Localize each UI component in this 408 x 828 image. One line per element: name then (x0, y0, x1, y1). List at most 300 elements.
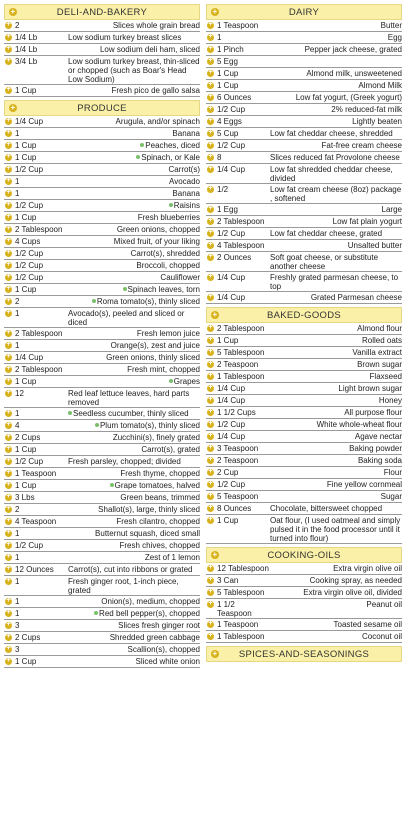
list-item[interactable] (4, 444, 200, 456)
add-item-icon[interactable] (5, 274, 12, 281)
add-item-icon[interactable] (207, 601, 214, 608)
list-item[interactable] (206, 292, 402, 304)
item-quantity-cell (4, 285, 68, 295)
item-name: 2% reduced-fat milk (331, 104, 402, 114)
add-item-icon[interactable] (5, 506, 12, 513)
item-name: Coconut oil (361, 631, 402, 641)
item-quantity: 1 (15, 188, 20, 198)
add-item-icon[interactable] (207, 242, 214, 249)
item-name-cell (68, 329, 200, 339)
list-item[interactable] (206, 359, 402, 371)
item-name: Peanut oil (366, 599, 402, 609)
list-item[interactable] (206, 431, 402, 443)
list-item[interactable] (206, 104, 402, 116)
add-item-icon[interactable] (207, 206, 214, 213)
section-deli (4, 4, 200, 97)
add-item-icon[interactable] (207, 274, 214, 281)
item-name-cell (68, 353, 200, 363)
list-item[interactable] (4, 212, 200, 224)
add-item-icon[interactable] (207, 118, 214, 125)
list-item[interactable] (4, 56, 200, 85)
add-item-icon[interactable] (207, 385, 214, 392)
add-item-icon[interactable] (207, 409, 214, 416)
item-quantity-cell (4, 657, 68, 667)
item-name-cell (270, 229, 402, 239)
add-item-icon[interactable] (5, 130, 12, 137)
add-item-icon[interactable] (5, 22, 12, 29)
item-name-cell (270, 117, 402, 127)
add-item-icon[interactable] (5, 34, 12, 41)
add-item-icon[interactable] (5, 434, 12, 441)
list-item[interactable] (206, 116, 402, 128)
item-name-cell (68, 481, 200, 491)
section-header-spices[interactable] (206, 646, 402, 662)
item-quantity-cell (206, 21, 270, 31)
item-name: Almond milk, unsweetened (306, 68, 402, 78)
add-item-icon[interactable] (5, 634, 12, 641)
item-name-cell (68, 577, 200, 595)
add-item-icon[interactable] (207, 445, 214, 452)
list-item[interactable] (4, 620, 200, 632)
item-quantity-cell (4, 541, 68, 551)
section-header-dairy[interactable] (206, 4, 402, 20)
add-item-icon[interactable] (207, 373, 214, 380)
item-name-cell (270, 45, 402, 55)
expand-icon[interactable]: + (212, 550, 218, 559)
add-item-icon[interactable] (5, 610, 12, 617)
list-item[interactable] (4, 296, 200, 308)
item-quantity-cell (206, 293, 270, 303)
add-item-icon[interactable] (5, 354, 12, 361)
section-header-baked-goods[interactable] (206, 307, 402, 323)
add-item-icon[interactable] (5, 330, 12, 337)
item-name: Large (381, 204, 402, 214)
list-item[interactable] (4, 480, 200, 492)
item-quantity: 1 Cup (15, 376, 37, 386)
add-item-icon[interactable] (5, 118, 12, 125)
add-item-icon[interactable] (5, 202, 12, 209)
add-item-icon[interactable] (5, 458, 12, 465)
list-item[interactable] (4, 20, 200, 32)
item-name-cell (270, 456, 402, 466)
add-item-icon[interactable] (207, 46, 214, 53)
list-item[interactable] (4, 528, 200, 540)
add-item-icon[interactable] (207, 433, 214, 440)
item-quantity-cell (4, 445, 68, 455)
item-name: Fine yellow cornmeal (326, 479, 402, 489)
item-name: Low sodium deli ham, sliced (99, 44, 200, 54)
list-item[interactable] (4, 456, 200, 468)
list-item[interactable] (4, 376, 200, 388)
list-item[interactable] (4, 152, 200, 164)
add-item-icon[interactable] (5, 178, 12, 185)
item-name: Vanilla extract (352, 347, 402, 357)
add-item-icon[interactable] (207, 106, 214, 113)
add-item-icon[interactable] (207, 58, 214, 65)
add-item-icon[interactable] (5, 226, 12, 233)
list-item[interactable] (206, 56, 402, 68)
add-item-icon[interactable] (5, 554, 12, 561)
item-name-cell (270, 632, 402, 642)
add-item-icon[interactable] (5, 238, 12, 245)
expand-icon[interactable]: + (212, 310, 218, 319)
item-quantity-cell (206, 153, 270, 163)
add-item-icon[interactable] (207, 469, 214, 476)
produce-leaf-icon (136, 155, 140, 159)
list-item[interactable] (4, 388, 200, 408)
section-title: DELI-AND-BAKERY (56, 7, 148, 18)
item-quantity: 1/4 Cup (217, 395, 246, 405)
item-quantity-cell (4, 577, 68, 595)
add-item-icon[interactable] (5, 342, 12, 349)
list-item[interactable] (4, 656, 200, 668)
add-item-icon[interactable] (5, 494, 12, 501)
list-item[interactable] (206, 80, 402, 92)
add-item-icon[interactable] (5, 366, 12, 373)
item-name-cell (270, 564, 402, 574)
list-item[interactable] (206, 184, 402, 204)
item-quantity: 8 (217, 152, 222, 162)
add-item-icon[interactable] (207, 361, 214, 368)
add-item-icon[interactable] (207, 82, 214, 89)
item-name-cell (68, 341, 200, 351)
list-item[interactable] (206, 491, 402, 503)
add-item-icon[interactable] (207, 397, 214, 404)
add-item-icon[interactable] (5, 566, 12, 573)
item-quantity-cell (4, 469, 68, 479)
add-item-icon[interactable] (207, 186, 214, 193)
add-item-icon[interactable] (207, 457, 214, 464)
list-item[interactable] (4, 340, 200, 352)
add-item-icon[interactable] (207, 294, 214, 301)
section-header-cooking-oils[interactable] (206, 547, 402, 563)
item-name: Onion(s), medium, chopped (101, 596, 200, 606)
item-quantity: 1/2 Cup (217, 140, 246, 150)
item-name: Fresh chives, chopped (119, 540, 200, 550)
item-name-cell (68, 129, 200, 139)
add-item-icon[interactable] (5, 446, 12, 453)
item-name-cell (68, 141, 200, 151)
add-item-icon[interactable] (5, 542, 12, 549)
item-quantity: 4 Cups (15, 236, 41, 246)
list-item[interactable] (4, 328, 200, 340)
add-item-icon[interactable] (5, 390, 12, 397)
add-item-icon[interactable] (5, 410, 12, 417)
list-item[interactable] (4, 408, 200, 420)
item-quantity-cell (4, 153, 68, 163)
list-item[interactable] (4, 516, 200, 528)
item-quantity-cell (4, 57, 68, 84)
list-item[interactable] (4, 492, 200, 504)
list-item[interactable] (4, 128, 200, 140)
list-item[interactable] (4, 284, 200, 296)
list-item[interactable] (4, 164, 200, 176)
item-quantity-cell (4, 329, 68, 339)
item-quantity: 1 (15, 128, 20, 138)
item-name: Roma tomato(s), thinly sliced (96, 296, 200, 306)
add-item-icon[interactable] (5, 422, 12, 429)
list-item[interactable] (206, 335, 402, 347)
item-quantity: 12 Ounces (15, 564, 54, 574)
list-item[interactable] (4, 420, 200, 432)
list-item[interactable] (206, 599, 402, 619)
item-name-cell (68, 633, 200, 643)
item-quantity: 1 Pinch (217, 44, 244, 54)
list-item[interactable] (4, 224, 200, 236)
list-item[interactable] (206, 407, 402, 419)
item-name-cell (68, 261, 200, 271)
list-item[interactable] (206, 32, 402, 44)
add-item-icon[interactable] (207, 70, 214, 77)
add-item-icon[interactable] (207, 34, 214, 41)
add-item-icon[interactable] (5, 518, 12, 525)
list-item[interactable] (206, 240, 402, 252)
list-item[interactable] (206, 68, 402, 80)
add-item-icon[interactable] (207, 421, 214, 428)
add-item-icon[interactable] (207, 493, 214, 500)
item-name-cell (68, 389, 200, 407)
item-name: Fresh parsley, chopped; divided (68, 456, 181, 466)
item-quantity: 1 Teaspoon (217, 20, 259, 30)
list-item[interactable] (4, 596, 200, 608)
list-item[interactable] (4, 272, 200, 284)
list-item[interactable] (4, 432, 200, 444)
item-name-cell (270, 185, 402, 203)
list-item[interactable] (4, 260, 200, 272)
list-item[interactable] (206, 128, 402, 140)
add-item-icon[interactable] (5, 286, 12, 293)
add-item-icon[interactable] (5, 298, 12, 305)
list-item[interactable] (4, 85, 200, 97)
add-item-icon[interactable] (207, 337, 214, 344)
item-name-cell (270, 105, 402, 115)
expand-icon[interactable]: + (10, 7, 16, 16)
list-item[interactable] (4, 564, 200, 576)
item-quantity: 2 (15, 504, 20, 514)
item-quantity: 1 (15, 552, 20, 562)
list-item[interactable] (206, 479, 402, 491)
item-name-cell (270, 588, 402, 598)
list-item[interactable] (206, 443, 402, 455)
list-item[interactable] (206, 252, 402, 272)
item-quantity: 1 Tablespoon (217, 631, 265, 641)
item-name: Grapes (173, 376, 200, 386)
add-item-icon[interactable] (207, 154, 214, 161)
item-quantity: 2 Tablespoon (15, 224, 63, 234)
item-name-cell (68, 177, 200, 187)
list-item[interactable] (4, 540, 200, 552)
add-item-icon[interactable] (207, 254, 214, 261)
item-quantity: 1/2 Cup (217, 228, 246, 238)
list-item[interactable] (4, 200, 200, 212)
add-item-icon[interactable] (5, 250, 12, 257)
list-item[interactable] (206, 631, 402, 643)
item-name-cell (68, 297, 200, 307)
item-quantity: 1 (15, 608, 20, 618)
list-item[interactable] (4, 44, 200, 56)
add-item-icon[interactable] (5, 87, 12, 94)
expand-icon[interactable]: + (212, 649, 218, 658)
add-item-icon[interactable] (207, 621, 214, 628)
list-item[interactable] (206, 140, 402, 152)
list-item[interactable] (4, 352, 200, 364)
list-item[interactable] (206, 371, 402, 383)
list-item[interactable] (206, 164, 402, 184)
item-quantity: 1 (217, 32, 222, 42)
item-quantity: 1/4 Cup (15, 352, 44, 362)
list-item[interactable] (4, 32, 200, 44)
right-column (206, 4, 402, 665)
list-item[interactable] (206, 383, 402, 395)
add-item-icon[interactable] (5, 166, 12, 173)
add-item-icon[interactable] (207, 22, 214, 29)
list-item[interactable] (4, 140, 200, 152)
list-item[interactable] (206, 44, 402, 56)
expand-icon[interactable]: + (10, 103, 16, 112)
add-item-icon[interactable] (207, 505, 214, 512)
item-name: Cooking spray, as needed (309, 575, 402, 585)
list-item[interactable] (206, 204, 402, 216)
section-title: BAKED-GOODS (266, 310, 342, 321)
expand-icon[interactable]: + (212, 7, 218, 16)
list-item[interactable] (4, 176, 200, 188)
list-item[interactable] (4, 116, 200, 128)
list-item[interactable] (4, 364, 200, 376)
item-name: Extra virgin olive oil (333, 563, 402, 573)
list-item[interactable] (206, 395, 402, 407)
item-quantity-cell (4, 225, 68, 235)
item-name: White whole-wheat flour (316, 419, 402, 429)
list-item[interactable] (4, 608, 200, 620)
add-item-icon[interactable] (207, 230, 214, 237)
add-item-icon[interactable] (5, 470, 12, 477)
section-cooking-oils (206, 547, 402, 643)
add-item-icon[interactable] (207, 577, 214, 584)
item-quantity: 1/2 Cup (217, 479, 246, 489)
list-item[interactable] (4, 632, 200, 644)
section-header-produce[interactable] (4, 100, 200, 116)
add-item-icon[interactable] (207, 565, 214, 572)
list-item[interactable] (4, 576, 200, 596)
item-quantity: 3 Can (217, 575, 239, 585)
item-name: Slices whole grain bread (112, 20, 200, 30)
item-name-cell (270, 21, 402, 31)
add-item-icon[interactable] (207, 633, 214, 640)
item-name: Slices reduced fat Provolone cheese (270, 152, 400, 162)
item-name-cell (68, 433, 200, 443)
list-item[interactable] (206, 20, 402, 32)
add-item-icon[interactable] (5, 378, 12, 385)
item-name-cell (68, 309, 200, 327)
list-item[interactable] (4, 188, 200, 200)
add-item-icon[interactable] (5, 622, 12, 629)
list-item[interactable] (206, 272, 402, 292)
item-quantity: 1 1/2 Cups (217, 407, 256, 417)
list-item[interactable] (206, 563, 402, 575)
item-name-cell (270, 348, 402, 358)
item-name: Egg (387, 32, 402, 42)
list-item[interactable] (4, 468, 200, 480)
list-item[interactable] (206, 323, 402, 335)
add-item-icon[interactable] (5, 142, 12, 149)
item-quantity-cell (4, 297, 68, 307)
add-item-icon[interactable] (5, 646, 12, 653)
item-name-cell (270, 253, 402, 271)
item-name-cell (270, 408, 402, 418)
add-item-icon[interactable] (5, 58, 12, 65)
add-item-icon[interactable] (5, 262, 12, 269)
list-item[interactable] (206, 92, 402, 104)
item-name: Spinach, or Kale (141, 152, 200, 162)
add-item-icon[interactable] (207, 589, 214, 596)
item-quantity-cell (206, 165, 270, 183)
add-item-icon[interactable] (5, 598, 12, 605)
item-name: Brown sugar (357, 359, 402, 369)
item-name-cell (270, 33, 402, 43)
add-item-icon[interactable] (5, 214, 12, 221)
list-item[interactable] (206, 228, 402, 240)
add-item-icon[interactable] (207, 218, 214, 225)
add-item-icon[interactable] (207, 166, 214, 173)
add-item-icon[interactable] (5, 190, 12, 197)
add-item-icon[interactable] (207, 142, 214, 149)
list-item[interactable] (4, 236, 200, 248)
item-quantity: 1 Cup (15, 212, 37, 222)
list-item[interactable] (4, 308, 200, 328)
add-item-icon[interactable] (5, 310, 12, 317)
list-item[interactable] (206, 216, 402, 228)
list-item[interactable] (4, 644, 200, 656)
list-item[interactable] (206, 515, 402, 544)
item-quantity-cell (4, 565, 68, 575)
add-item-icon[interactable] (5, 658, 12, 665)
list-item[interactable] (206, 575, 402, 587)
list-item[interactable] (206, 587, 402, 599)
item-name: Low fat plain yogurt (332, 216, 402, 226)
add-item-icon[interactable] (207, 349, 214, 356)
item-quantity: 1 Egg (217, 204, 238, 214)
item-quantity-cell (206, 504, 270, 514)
item-quantity: 2 (15, 296, 20, 306)
item-quantity-cell (206, 141, 270, 151)
add-item-icon[interactable] (207, 130, 214, 137)
list-item[interactable] (206, 503, 402, 515)
add-item-icon[interactable] (5, 578, 12, 585)
list-item[interactable] (206, 152, 402, 164)
add-item-icon[interactable] (207, 94, 214, 101)
section-header-deli[interactable] (4, 4, 200, 20)
add-item-icon[interactable] (207, 517, 214, 524)
add-item-icon[interactable] (5, 482, 12, 489)
list-item[interactable] (4, 504, 200, 516)
add-item-icon[interactable] (5, 530, 12, 537)
item-name: Low fat cream cheese (8oz) package , softened (270, 184, 402, 203)
item-quantity-cell (206, 117, 270, 127)
item-name-cell (270, 492, 402, 502)
list-item[interactable] (206, 419, 402, 431)
add-item-icon[interactable] (5, 46, 12, 53)
list-item[interactable] (206, 619, 402, 631)
add-item-icon[interactable] (207, 325, 214, 332)
list-item[interactable] (4, 248, 200, 260)
add-item-icon[interactable] (5, 154, 12, 161)
add-item-icon[interactable] (207, 481, 214, 488)
item-name-cell (68, 609, 200, 619)
list-item[interactable] (206, 467, 402, 479)
list-item[interactable] (4, 552, 200, 564)
list-item[interactable] (206, 455, 402, 467)
list-item[interactable] (206, 347, 402, 359)
